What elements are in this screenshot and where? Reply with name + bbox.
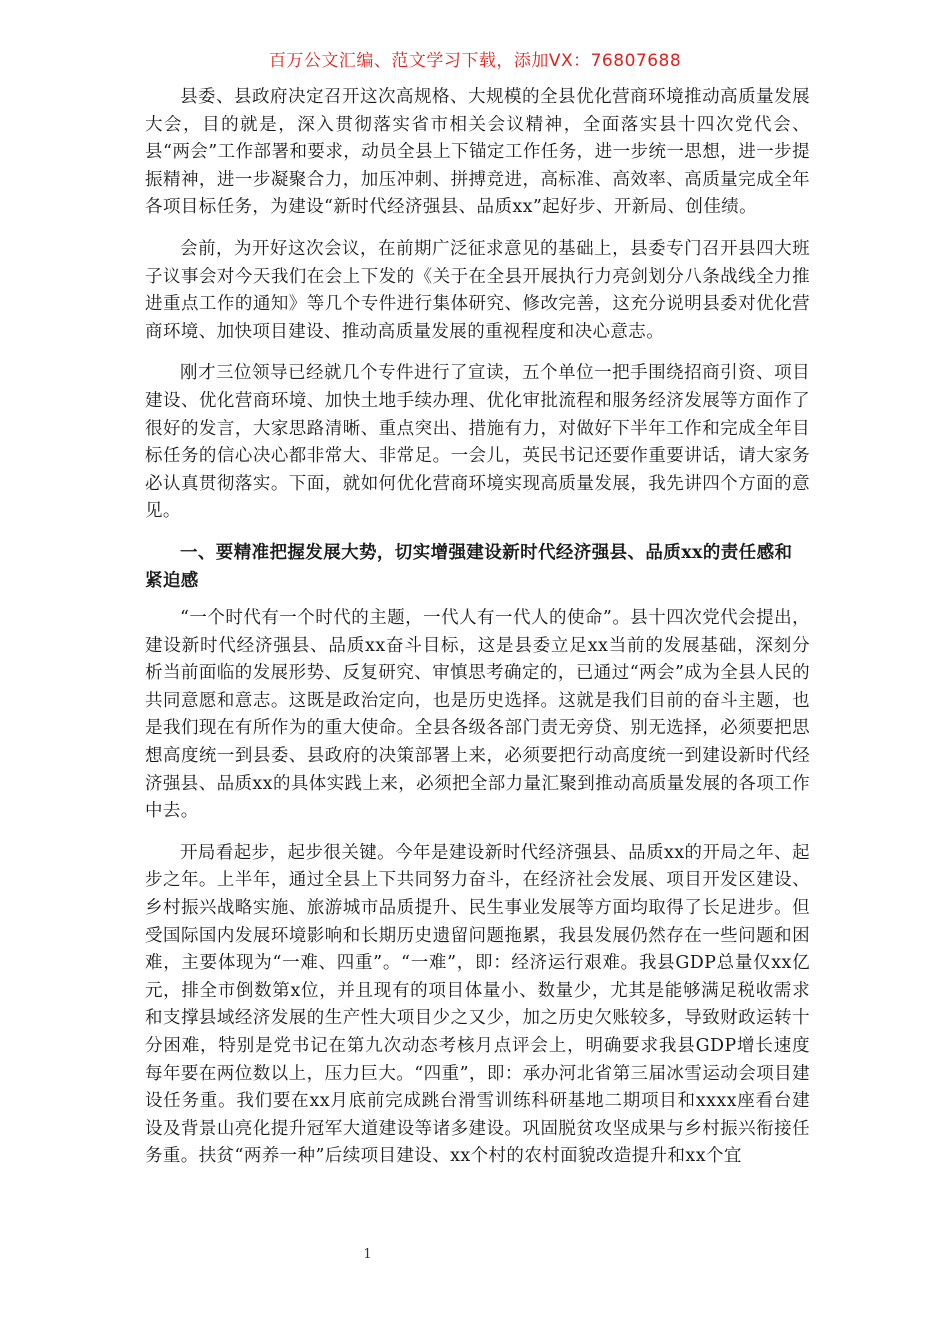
- document-body: [145, 84, 810, 1185]
- header-banner: 百万公文汇编、范文学习下载，添加VX：76807688: [268, 51, 682, 71]
- paragraph: “一个时代有一个时代的主题，一代人有一代人的使命”。县十四次党代会提出，建设新时代经济强县、品质xx奋斗目标，这是县委立足xx当前的发展基础，深刻分析当前面临的发展形势、反复研究、审慎思考确定的，已通过“两会”成为全县人民的共同意愿和意志。这既是政治定向，也是历史选择。这就是我们目前的奋斗主题，也是我们现在有所作为的重大使命。全县各级各部门责无旁贷、别无选择，必须要把思想高度统一到县委、县政府的决策部署上来，必须要把行动高度统一到建设新时代经济强县、品质xx的具体实践上来，必须把全部力量汇聚到推动高质量发展的各项工作中去。: [145, 608, 810, 822]
- paragraph: 县委、县政府决定召开这次高规格、大规模的全县优化营商环境推动高质量发展大会，目的就是，深入贯彻落实省市相关会议精神，全面落实县十四次党代会、县“两会”工作部署和要求，动员全县上下锚定工作任务，进一步统一思想，进一步提振精神，进一步凝聚合力，加压冲刺、拼搏竞进，高标准、高效率、高质量完成全年各项目标任务，为建设“新时代经济强县、品质xx”起好步、开新局、创佳绩。: [145, 87, 810, 218]
- page-number: 1: [363, 1247, 372, 1262]
- paragraph: 开局看起步，起步很关键。今年是建设新时代经济强县、品质xx的开局之年、起步之年。上半年，通过全县上下共同努力奋斗，在经济社会发展、项目开发区建设、乡村振兴战略实施、旅游城市品质提升、民生事业发展等方面均取得了长足进步。但受国际国内发展环境影响和长期历史遗留问题拖累，我县发展仍然存在一些问题和困难，主要体现为“一难、四重”。“一难”，即：经济运行艰难。我县GDP总量仅xx亿元，排全市倒数第x位，并且现有的项目体量小、数量少，尤其是能够满足税收需求和支撑县域经济发展的生产性大项目少之又少，加之历史欠账较多，导致财政运转十分困难，特别是党书记在第九次动态考核月点评会上，明确要求我县GDP增长速度每年要在两位数以上，压力巨大。“四重”，即：承办河北省第三届冰雪运动会项目建设任务重。我们要在xx月底前完成跳台滑雪训练科研基地二期项目和xxxx座看台建设及背景山亮化提升冠军大道建设等诸多建设。巩固脱贫攻坚成果与乡村振兴衔接任务重。扶贫“两养一种”后续项目建设、xx个村的农村面貌改造提升和xx个宜: [145, 842, 810, 1167]
- paragraph: 刚才三位领导已经就几个专件进行了宣读，五个单位一把手围绕招商引资、项目建设、优化营商环境、加快土地手续办理、优化审批流程和服务经济发展等方面作了很好的发言，大家思路清晰、重点突出、措施有力，对做好下半年工作和完成全年目标任务的信心决心都非常大、非常足。一会儿，英民书记还要作重要讲话，请大家务必认真贯彻落实。下面，就如何优化营商环境实现高质量发展，我先讲四个方面的意见。: [145, 363, 810, 522]
- section-heading: 一、要精准把握发展大势，切实增强建设新时代经济强县、品质xx的责任感和紧迫感: [145, 542, 793, 591]
- paragraph: 会前，为开好这次会议，在前期广泛征求意见的基础上，县委专门召开县四大班子议事会对今天我们在会上下发的《关于在全县开展执行力亮剑划分八条战线全力推进重点工作的通知》等几个专件进行集体研究、修改完善，这充分说明县委对优化营商环境、加快项目建设、推动高质量发展的重视程度和决心意志。: [145, 238, 810, 342]
